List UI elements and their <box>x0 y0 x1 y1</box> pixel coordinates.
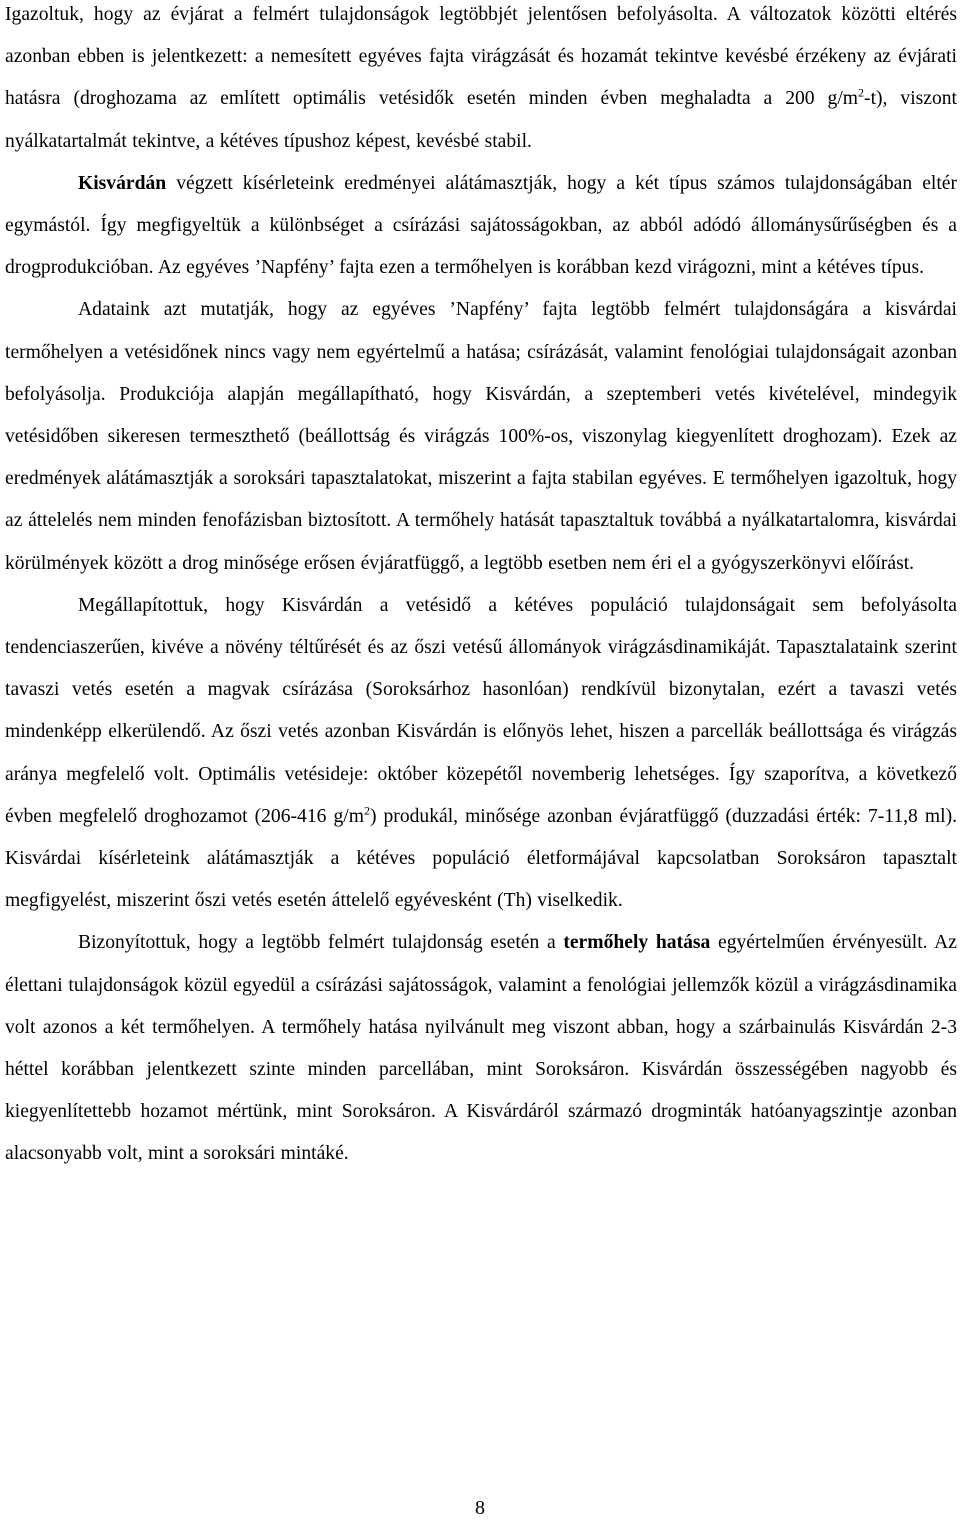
superscript-2: 2 <box>363 803 370 818</box>
page-number: 8 <box>475 1497 485 1519</box>
paragraph-4 <box>5 585 957 923</box>
paragraph-2-bold: Kisvárdán <box>78 172 167 194</box>
paragraph-5-text-a: Bizonyítottuk, hogy a legtöbb felmért tulajdonság esetén a <box>78 932 564 954</box>
paragraph-4-text-a: Megállapítottuk, hogy Kisvárdán a vetésidő a kétéves populáció tulajdonságait sem befolyásolta tendenciaszerűen, kivéve a növény téltűrését és az őszi vetésű állományok virágzásdinamikáját. Tapasztalataink szerint tavaszi vetés esetén a magvak csírázása (Soroksárhoz hasonlóan) rendkívül bizonytalan, ezért a tavaszi vetés mindenképp elkerülendő. Az őszi vetés azonban Kisvárdán is előnyös lehet, hiszen a parcellák beállottsága és virágzás aránya megfelelő volt. Optimális vetésideje: október közepétől novemberig lehetséges. Így szaporítva, a következő évben megfelelő droghozamot (206-416 g/m <box>5 594 957 827</box>
paragraph-1-text-b: -t), viszont nyálkatartalmát tekintve, a kétéves típushoz képest, kevésbé stabil. <box>5 88 957 152</box>
paragraph-3 <box>5 289 957 584</box>
paragraph-2-text: végzett kísérleteink eredményei alátámasztják, hogy a két típus számos tulajdonságában eltér egymástól. Így megfigyeltük a különbséget a csírázási sajátosságokban, az abból adódó állománysűrűségben és a drogprodukcióban. Az egyéves ’Napfény’ fajta ezen a termőhelyen is korábban kezd virágozni, mint a kétéves típus. <box>5 172 957 279</box>
paragraph-5-text-b: egyértelműen érvényesült. Az élettani tulajdonságok közül egyedül a csírázási sajátosságok, valamint a fenológiai jellemzők közül a virágzásdinamika volt azonos a két termőhelyen. A termőhely hatása nyilvánult meg viszont abban, hogy a szárbainulás Kisvárdán 2-3 héttel korábban jelentkezett szinte minden parcellában, mint Soroksáron. Kisvárdán összességében nagyobb és kiegyenlítettebb hozamot mértünk, mint Soroksáron. A Kisvárdáról származó drogminták hatóanyagszintje azonban alacsonyabb volt, mint a soroksári mintáké. <box>5 932 957 1165</box>
paragraph-1 <box>5 0 957 163</box>
paragraph-2 <box>5 163 957 290</box>
superscript-2: 2 <box>858 85 865 100</box>
paragraph-4-text-b: ) produkál, minősége azonban évjáratfüggő (duzzadási érték: 7-11,8 ml). Kisvárdai kísérleteink alátámasztják a kétéves populáció életformájával kapcsolatban Soroksáron tapasztalt megfigyelést, miszerint őszi vetés esetén áttelelő egyévesként (Th) viselkedik. <box>5 805 957 912</box>
paragraph-3-text: Adataink azt mutatják, hogy az egyéves ’Napfény’ fajta legtöbb felmért tulajdonságára a kisvárdai termőhelyen a vetésidőnek nincs vagy nem egyértelmű a hatása; csírázását, valamint fenológiai tulajdonságait azonban befolyásolja. Produkciója alapján megállapítható, hogy Kisvárdán, a szeptemberi vetés kivételével, mindegyik vetésidőben sikeresen termeszthető (beállottság és virágzás 100%-os, viszonylag kiegyenlített droghozam). Ezek az eredmények alátámasztják a soroksári tapasztalatokat, miszerint a fajta stabilan egyéves. E termőhelyen igazoltuk, hogy az áttelelés nem minden fenofázisban biztosított. A termőhely hatását tapasztaltuk továbbá a nyálkatartalomra, kisvárdai körülmények között a drog minősége erősen évjáratfüggő, a legtöbb esetben nem éri el a gyógyszerkönyvi előírást. <box>5 299 957 574</box>
paragraph-5-bold: termőhely hatása <box>563 932 711 954</box>
document-page <box>5 0 957 1176</box>
paragraph-1-text-a: Igazoltuk, hogy az évjárat a felmért tulajdonságok legtöbbjét jelentősen befolyásolta. A változatok közötti eltérés azonban ebben is jelentkezett: a nemesített egyéves fajta virágzását és hozamát tekintve kevésbé érzékeny az évjárati hatásra (droghozama az említett optimális vetésidők esetén minden évben meghaladta a 200 g/m <box>5 4 957 110</box>
paragraph-5 <box>5 922 957 1175</box>
